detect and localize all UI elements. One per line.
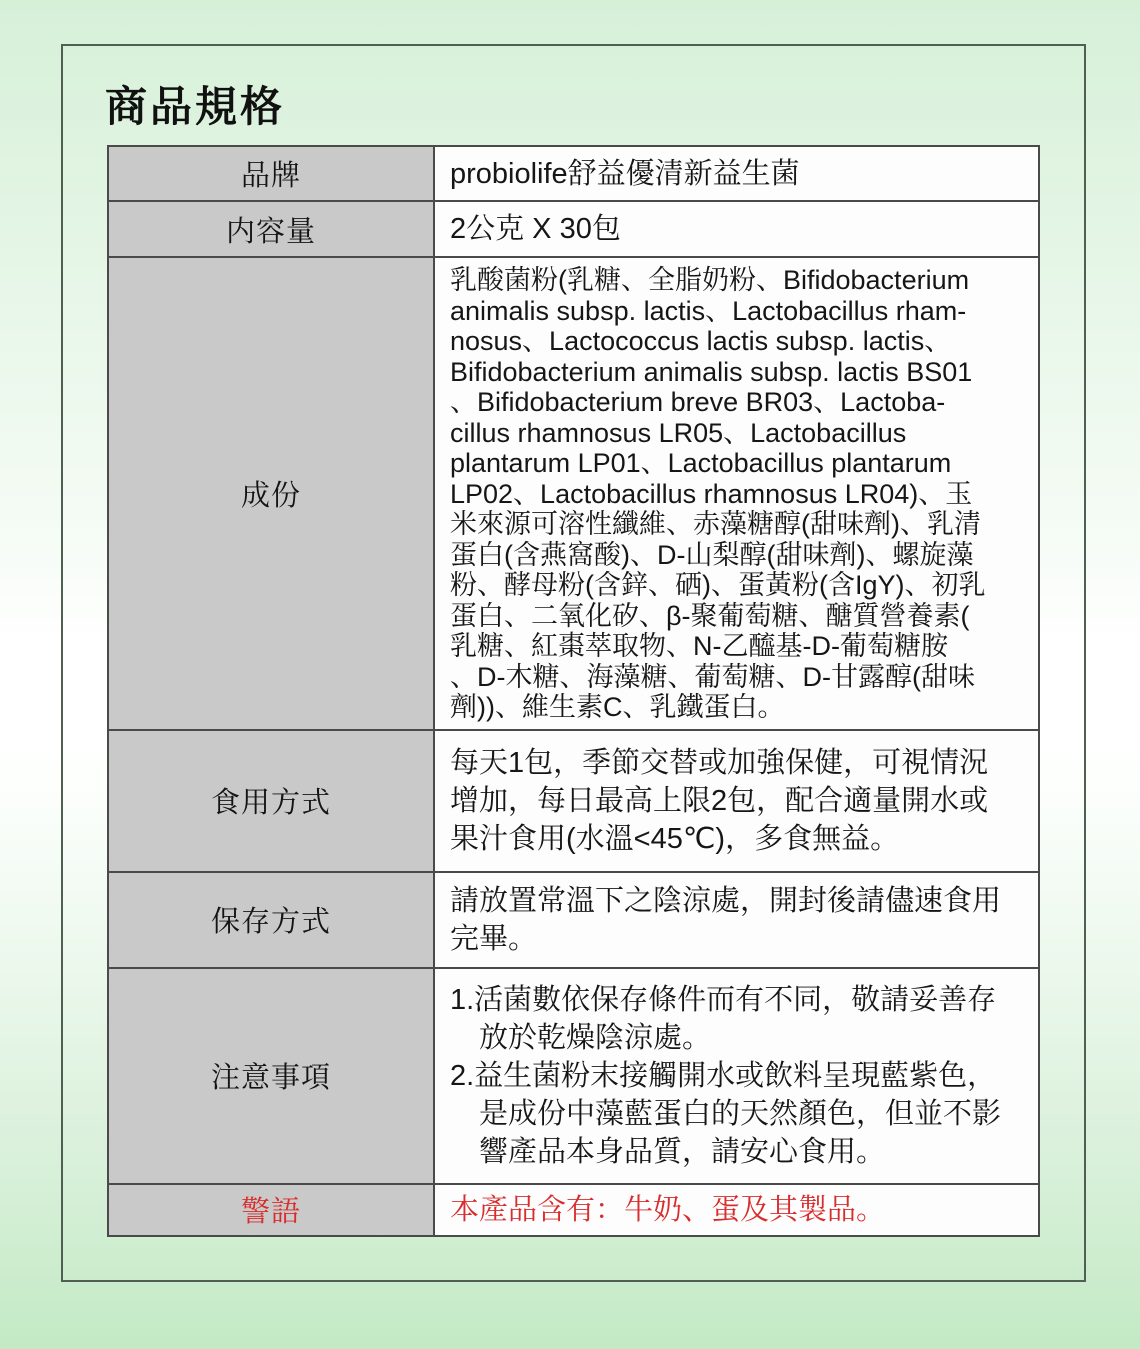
value-line: 果汁食用(水溫<45℃)，多食無益。 xyxy=(450,822,900,855)
spec-label: 品牌 xyxy=(109,147,435,200)
spec-label: 注意事項 xyxy=(109,969,435,1183)
spec-label: 食用方式 xyxy=(109,731,435,871)
value-line: 2.益生菌粉末接觸開水或飲料呈現藍紫色， xyxy=(450,1059,997,1092)
value-line: 完畢。 xyxy=(450,922,538,955)
value-line: 本產品含有：牛奶、蛋及其製品。 xyxy=(450,1193,886,1226)
spec-panel xyxy=(61,44,1086,1282)
value-line: plantarum LP01、Lactobacillus plantarum xyxy=(450,448,952,478)
value-line: 劑))、維生素C、乳鐵蛋白。 xyxy=(450,692,785,722)
spec-value xyxy=(435,969,1038,1183)
value-line: 是成份中藻藍蛋白的天然顏色，但並不影 xyxy=(479,1097,1002,1130)
value-line: cillus rhamnosus LR05、Lactobacillus xyxy=(450,417,907,448)
value-line: probiolife舒益優清新益生菌 xyxy=(450,157,800,190)
page-title: 商品規格 xyxy=(105,83,286,130)
spec-label: 内容量 xyxy=(109,202,435,256)
value-line: 粉、酵母粉(含鋅、硒)、蛋黃粉(含IgY)、初乳 xyxy=(450,570,986,600)
value-line: 響產品本身品質，請安心食用。 xyxy=(479,1135,886,1168)
value-line: 放於乾燥陰涼處。 xyxy=(479,1021,712,1054)
spec-value xyxy=(435,1185,1038,1235)
spec-label: 警語 xyxy=(109,1185,435,1235)
value-line: 米來源可溶性纖維、赤藻糖醇(甜味劑)、乳清 xyxy=(450,509,981,539)
spec-row-content xyxy=(109,200,1038,256)
value-line: 、Bifidobacterium breve BR03、Lactoba- xyxy=(450,387,946,417)
spec-row-usage xyxy=(109,729,1038,871)
spec-row-ingredients xyxy=(109,256,1038,729)
value-line: 、D-木糖、海藻糖、葡萄糖、D-甘露醇(甜味 xyxy=(450,661,975,692)
value-line: 2公克 X 30包 xyxy=(450,213,621,245)
value-line: 請放置常溫下之陰涼處，開封後請儘速食用 xyxy=(450,884,1002,917)
spec-value xyxy=(435,202,1038,256)
value-line: nosus、Lactococcus lactis subsp. lactis、 xyxy=(450,326,952,356)
value-line: 增加，每日最高上限2包，配合適量開水或 xyxy=(450,784,989,817)
spec-label: 成份 xyxy=(109,258,435,729)
value-line: 1.活菌數依保存條件而有不同，敬請妥善存 xyxy=(450,983,997,1016)
spec-row-warning xyxy=(109,1183,1038,1235)
spec-value xyxy=(435,731,1038,871)
value-line: 乳糖、紅棗萃取物、N-乙醯基-D-葡萄糖胺 xyxy=(450,631,948,661)
value-line: 蛋白(含燕窩酸)、D-山梨醇(甜味劑)、螺旋藻 xyxy=(450,539,974,570)
value-line: 蛋白、二氧化矽、β-聚葡萄糖、醣質營養素( xyxy=(450,600,970,631)
value-line: 每天1包，季節交替或加強保健，可視情況 xyxy=(450,746,989,779)
value-line: animalis subsp. lactis、Lactobacillus rham- xyxy=(450,295,967,326)
value-line: LP02、Lactobacillus rhamnosus LR04)、玉 xyxy=(450,478,973,509)
spec-value xyxy=(435,258,1038,729)
value-line: Bifidobacterium animalis subsp. lactis BS01 xyxy=(450,356,973,387)
spec-value xyxy=(435,147,1038,200)
spec-value xyxy=(435,873,1038,967)
spec-row-brand xyxy=(109,147,1038,200)
spec-table xyxy=(107,145,1040,1237)
value-line: 乳酸菌粉(乳糖、全脂奶粉、Bifidobacterium xyxy=(450,265,970,295)
spec-label: 保存方式 xyxy=(109,873,435,967)
spec-row-notes xyxy=(109,967,1038,1183)
spec-row-storage xyxy=(109,871,1038,967)
